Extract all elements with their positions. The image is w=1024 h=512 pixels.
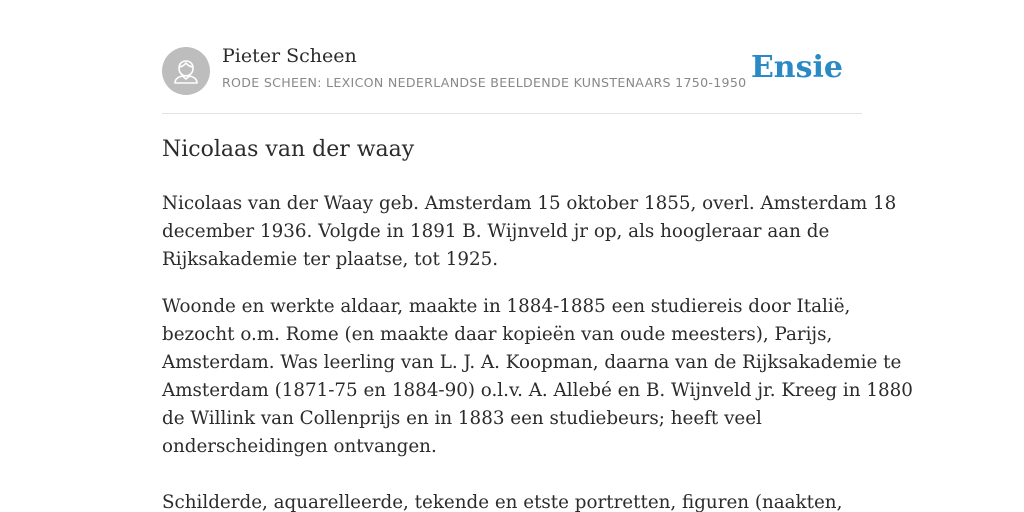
article-card xyxy=(162,0,913,512)
article-body xyxy=(162,190,913,512)
paragraph-line: Woonde en werkte aldaar, maakte in 1884-1885 een studiereis door Italië, xyxy=(162,296,851,317)
user-silhouette-icon[interactable] xyxy=(162,47,210,95)
paragraph xyxy=(162,293,913,461)
paragraph-line: Rijksakademie ter plaatse, tot 1925. xyxy=(162,249,499,270)
paragraph-line: onderscheidingen ontvangen. xyxy=(162,436,437,457)
paragraph-line: bezocht o.m. Rome (en maakte daar kopieën van oude meesters), Parijs, xyxy=(162,324,833,345)
paragraph xyxy=(162,190,897,274)
paragraph xyxy=(162,489,862,512)
paragraph-line: Nicolaas van der Waay geb. Amsterdam 15 oktober 1855, overl. Amsterdam 18 xyxy=(162,193,897,214)
brand-logo[interactable]: Ensie xyxy=(750,50,843,85)
paragraph-line: Amsterdam (1871-75 en 1884-90) o.l.v. A. Allebé en B. Wijnveld jr. Kreeg in 1880 xyxy=(162,380,913,401)
author-name[interactable]: Pieter Scheen xyxy=(222,45,357,67)
paragraph-line: Schilderde, aquarelleerde, tekende en etste portretten, figuren (naakten, xyxy=(162,492,843,512)
article-header xyxy=(162,0,862,114)
paragraph-line: december 1936. Volgde in 1891 B. Wijnveld jr op, als hoogleraar aan de xyxy=(162,221,830,242)
paragraph-line: Amsterdam. Was leerling van L. J. A. Koopman, daarna van de Rijksakademie te xyxy=(162,352,902,373)
article-title: Nicolaas van der waay xyxy=(162,137,415,162)
paragraph-line: de Willink van Collenprijs en in 1883 een studiebeurs; heeft veel xyxy=(162,408,762,429)
source-title[interactable]: RODE SCHEEN: LEXICON NEDERLANDSE BEELDENDE KUNSTENAARS 1750-1950 xyxy=(222,75,747,90)
